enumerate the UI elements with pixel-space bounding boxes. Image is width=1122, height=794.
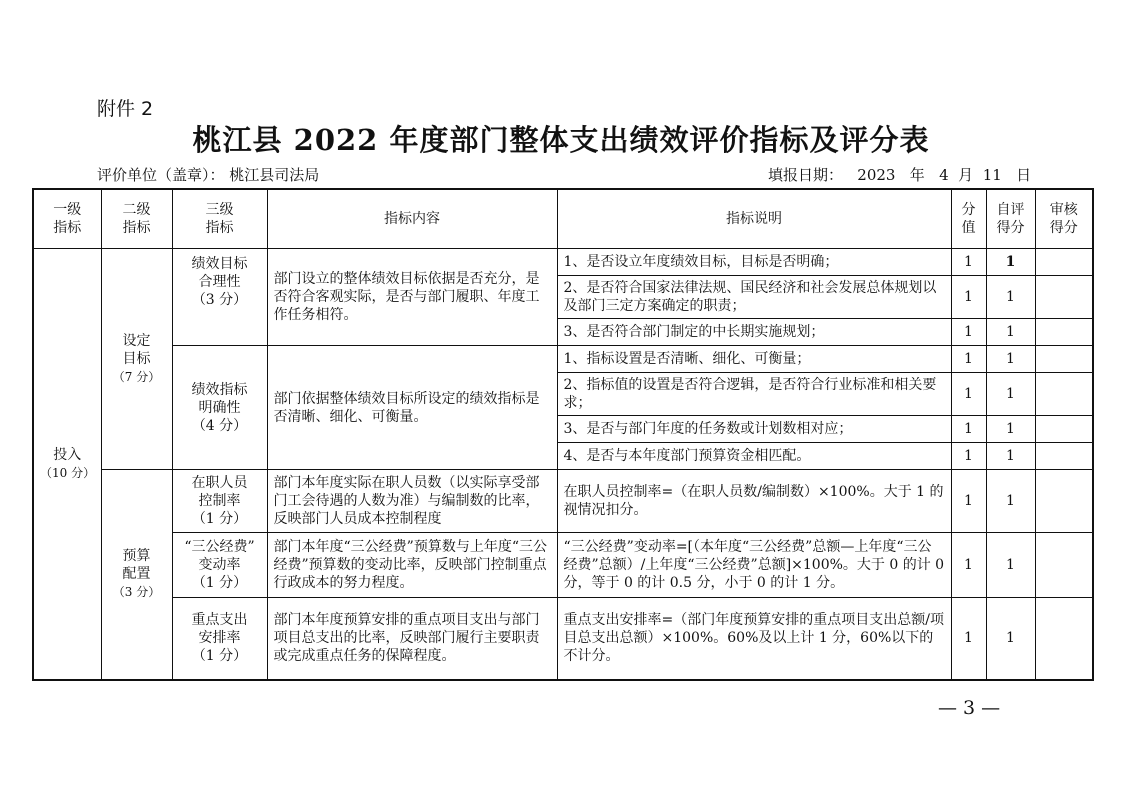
level2-target-name: 设定 目标 [122, 333, 151, 367]
audit-score-cell [1035, 533, 1093, 598]
self-score-cell: 1 [986, 416, 1035, 443]
score-value-cell: 1 [951, 319, 986, 346]
level3-cell: 重点支出 安排率 （1 分） [172, 598, 267, 680]
self-score-cell: 1 [986, 533, 1035, 598]
level2-budget-name: 预算 配置 [122, 548, 151, 583]
score-value-cell: 1 [951, 470, 986, 533]
description-cell: 重点支出安排率=（部门年度预算安排的重点项目支出总额/项目总支出总额）×100%。60%及以上计 1 分，60%以下的不计分。 [557, 598, 951, 680]
audit-score-cell [1035, 276, 1093, 319]
score-value-cell: 1 [951, 346, 986, 373]
document-title: 桃江县 2022 年度部门整体支出绩效评价指标及评分表 [192, 123, 930, 157]
score-value-cell: 1 [951, 598, 986, 680]
score-value-cell: 1 [951, 416, 986, 443]
content-cell: 部门本年度实际在职人员数（以实际享受部门工会待遇的人数为准）与编制数的比率，反映部门人员成本控制程度 [267, 470, 557, 533]
description-cell: 1、是否设立年度绩效目标，目标是否明确； [557, 249, 951, 276]
level1-name: 投入 [53, 446, 82, 463]
self-score-cell: 1 [986, 470, 1035, 533]
page-number: — 3 — [938, 697, 1001, 719]
self-score-cell: 1 [986, 319, 1035, 346]
content-cell: 部门本年度预算安排的重点项目支出与部门项目总支出的比率，反映部门履行主要职责或完成重点任务的保障程度。 [267, 598, 557, 680]
audit-score-cell [1035, 416, 1093, 443]
audit-score-cell [1035, 346, 1093, 373]
description-cell: 2、指标值的设置是否符合逻辑，是否符合行业标准和相关要求； [557, 373, 951, 416]
level3-cell: 绩效指标 明确性 （4 分） [172, 346, 267, 470]
audit-score-cell [1035, 443, 1093, 470]
content-cell: 部门设立的整体绩效目标依据是否充分，是否符合客观实际，是否与部门履职、年度工作任务相符。 [267, 249, 557, 346]
header-description: 指标说明 [557, 189, 951, 249]
self-score-cell: 1 [986, 443, 1035, 470]
audit-score-cell [1035, 373, 1093, 416]
table-row [33, 598, 1093, 680]
table-header-row [33, 189, 1093, 249]
table-row [33, 346, 1093, 373]
evaluation-table [32, 188, 1094, 681]
header-score-value: 分 值 [951, 189, 986, 249]
content-cell: 部门依据整体绩效目标所设定的绩效指标是否清晰、细化、可衡量。 [267, 346, 557, 470]
score-value-cell: 1 [951, 249, 986, 276]
description-cell: “三公经费”变动率=[（本年度“三公经费”总额—上年度“三公经费”总额）/上年度“三公经费”总额]×100%。大于 0 的计 0 分，等于 0 的计 0.5 分，小于 0 的计 1 分。 [557, 533, 951, 598]
audit-score-cell [1035, 470, 1093, 533]
self-score-cell: 1 [986, 373, 1035, 416]
table-row [33, 533, 1093, 598]
score-value-cell: 1 [951, 276, 986, 319]
level3-cell: 绩效目标 合理性 （3 分） [172, 249, 267, 346]
level1-points: （10 分） [40, 465, 96, 480]
description-cell: 3、是否与部门年度的任务数或计划数相对应； [557, 416, 951, 443]
table-row [33, 470, 1093, 533]
score-value-cell: 1 [951, 373, 986, 416]
self-score-cell: 1 [986, 598, 1035, 680]
description-cell: 3、是否符合部门制定的中长期实施规划； [557, 319, 951, 346]
level3-cell: 在职人员 控制率 （1 分） [172, 470, 267, 533]
audit-score-cell [1035, 249, 1093, 276]
level2-budget-cell [101, 470, 172, 680]
description-cell: 4、是否与本年度部门预算资金相匹配。 [557, 443, 951, 470]
table-row [33, 249, 1093, 276]
header-level1: 一级 指标 [33, 189, 101, 249]
audit-score-cell [1035, 319, 1093, 346]
level2-target-cell [101, 249, 172, 470]
self-score-cell: 1 [986, 276, 1035, 319]
header-self-score: 自评 得分 [986, 189, 1035, 249]
description-cell: 在职人员控制率=（在职人员数/编制数）×100%。大于 1 的视情况扣分。 [557, 470, 951, 533]
description-cell: 2、是否符合国家法律法规、国民经济和社会发展总体规划以及部门三定方案确定的职责； [557, 276, 951, 319]
attachment-label: 附件 2 [97, 98, 154, 120]
level3-cell: “三公经费” 变动率 （1 分） [172, 533, 267, 598]
evaluation-unit: 评价单位（盖章）： 桃江县司法局 [97, 166, 320, 184]
level1-cell [33, 249, 101, 680]
description-cell: 1、指标设置是否清晰、细化、可衡量； [557, 346, 951, 373]
level2-target-points: （7 分） [112, 370, 161, 384]
content-cell: 部门本年度“三公经费”预算数与上年度“三公经费”预算数的变动比率，反映部门控制重点行政成本的努力程度。 [267, 533, 557, 598]
score-value-cell: 1 [951, 533, 986, 598]
header-content: 指标内容 [267, 189, 557, 249]
self-score-cell: 1 [986, 346, 1035, 373]
header-audit-score: 审核 得分 [1035, 189, 1093, 249]
fill-date: 填报日期： 2023 年 4 月 11 日 [768, 166, 1032, 184]
level2-budget-points: （3 分） [112, 585, 161, 600]
audit-score-cell [1035, 598, 1093, 680]
header-level3: 三级 指标 [172, 189, 267, 249]
header-level2: 二级 指标 [101, 189, 172, 249]
score-value-cell: 1 [951, 443, 986, 470]
self-score-cell: 1 [986, 249, 1035, 276]
